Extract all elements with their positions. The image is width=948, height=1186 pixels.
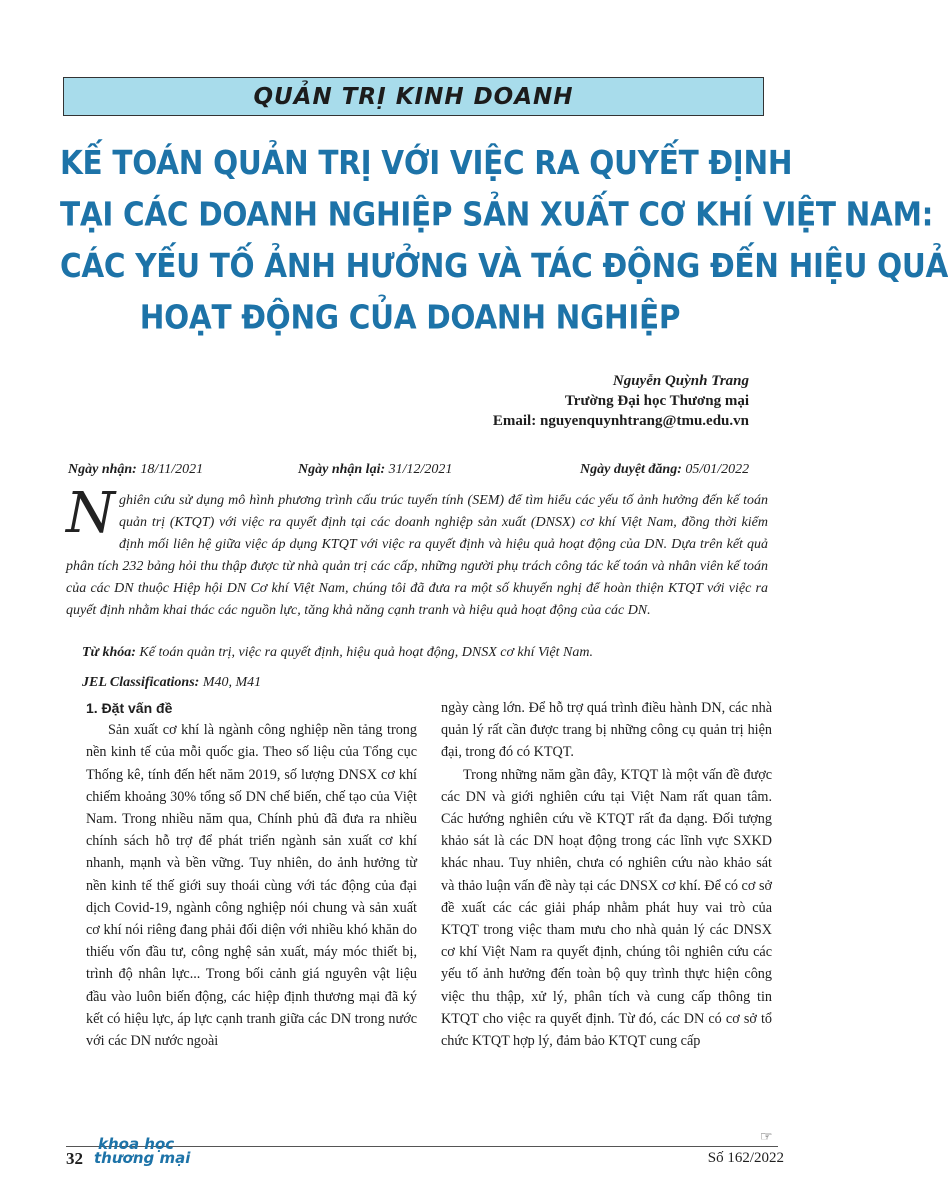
author-name: Nguyễn Quỳnh Trang	[612, 373, 749, 389]
section-banner	[63, 77, 764, 116]
continue-arrow-icon: ☞	[760, 1130, 773, 1145]
keywords	[82, 645, 772, 661]
title-line: CÁC YẾU TỐ ẢNH HƯỞNG VÀ TÁC ĐỘNG ĐẾN HIỆU QUẢ	[60, 246, 948, 285]
issue-number: Số 162/2022	[707, 1150, 784, 1166]
paragraph: Trong những năm gần đây, KTQT là một vấn đề được các DN và giới nghiên cứu tại Việt Nam rất quan tâm. Các hướng nghiên cứu về KTQT rất đa dạng. Đối tượng khảo sát là các DN hoạt động trong các lĩnh vực SXKD khác nhau. Tuy nhiên, chưa có nghiên cứu nào khảo sát và thảo luận vấn đề này tại các DNSX cơ khí. Để có cơ sở đề xuất các các giải pháp nhằm phát huy vai trò của KTQT trong việc tham mưu cho nhà quản lý các DNSX cơ khí Việt Nam ra quyết định, chúng tôi nghiên cứu các yếu tố ảnh hưởng đến toàn bộ quy trình thực hiện công việc thu thập, xử lý, phân tích và cung cấp thông tin KTQT cho việc ra quyết định. Từ đó, các DN có cơ sở tổ chức KTQT hợp lý, đảm bảo KTQT cung cấp	[441, 766, 772, 1050]
logo-line: thương mại	[94, 1149, 191, 1167]
abstract	[66, 481, 768, 622]
approved-date: Ngày duyệt đăng: 05/01/2022	[580, 462, 750, 477]
keywords-text: Kế toán quản trị, việc ra quyết định, hiệu quả hoạt động, DNSX cơ khí Việt Nam.	[139, 645, 593, 660]
body-column-left	[86, 697, 417, 1052]
journal-logo	[94, 1137, 190, 1165]
keywords-label: Từ khóa:	[82, 645, 136, 660]
author-block	[493, 371, 749, 431]
paragraph: ngày càng lớn. Để hỗ trợ quá trình điều hành DN, các nhà quản lý rất cần được trang bị những công cụ quản trị hiện đại, trong đó có KTQT.	[441, 700, 772, 761]
logo-line: khoa học	[98, 1135, 175, 1153]
author-email: Email: nguyenquynhtrang@tmu.edu.vn	[492, 413, 749, 429]
revised-date: Ngày nhận lại: 31/12/2021	[298, 462, 453, 477]
received-date: Ngày nhận: 18/11/2021	[68, 462, 204, 477]
jel-codes: M40, M41	[202, 675, 262, 690]
dropcap: N	[66, 481, 115, 546]
title-line: TẠI CÁC DOANH NGHIỆP SẢN XUẤT CƠ KHÍ VIỆT NAM:	[60, 195, 934, 234]
author-affiliation: Trường Đại học Thương mại	[564, 393, 749, 409]
jel-label: JEL Classifications:	[82, 675, 200, 690]
title-line: KẾ TOÁN QUẢN TRỊ VỚI VIỆC RA QUYẾT ĐỊNH	[60, 143, 793, 182]
body-column-right	[441, 697, 772, 1052]
title-line: HOẠT ĐỘNG CỦA DOANH NGHIỆP	[139, 298, 681, 337]
page-number: 32	[66, 1149, 83, 1168]
section-heading: 1. Đặt vấn đề	[86, 700, 173, 716]
paragraph: Sản xuất cơ khí là ngành công nghiệp nền tảng trong nền kinh tế của mỗi quốc gia. Theo số liệu của Tổng cục Thống kê, tính đến hết năm 2019, số lượng DNSX cơ khí chiếm khoảng 30% tổng số DN chế biến, chế tạo của Việt Nam. Trong nhiều năm qua, Chính phủ đã đưa ra nhiều chính sách hỗ trợ để phát triển ngành sản xuất cơ khí nhanh, mạnh và bền vững. Tuy nhiên, do ảnh hưởng từ nền kinh tế thế giới suy thoái cùng với tác động của đại dịch Covid-19, ngành công nghiệp nói chung và sản xuất cơ khí nói riêng đang phải đối diện với nhiều khó khăn do thiếu vốn đầu tư, công nghệ sản xuất, máy móc thiết bị, trình độ nhân lực... Trong bối cảnh giá nguyên vật liệu đầu vào luôn biến động, các hiệp định thương mại đã ký kết có hiệu lực, áp lực cạnh tranh giữa các DN trong nước với các DN nước ngoài	[86, 722, 417, 1050]
abstract-text: ghiên cứu sử dụng mô hình phương trình cấu trúc tuyến tính (SEM) để tìm hiểu các yếu tố ảnh hưởng đến kế toán quản trị (KTQT) với việc ra quyết định tại các doanh nghiệp sản xuất (DNSX) cơ khí Việt Nam, đồng thời kiểm định mối liên hệ giữa việc áp dụng KTQT với việc ra quyết định và hiệu quả hoạt động của DN. Dựa trên kết quả phân tích 232 bảng hỏi thu thập được từ nhà quản trị các cấp, những người phụ trách công tác kế toán và nhân viên kế toán của các DN thuộc Hiệp hội DN Cơ khí Việt Nam, chúng tôi đã đưa ra một số khuyến nghị để hoàn thiện KTQT với việc ra quyết định nhằm khai thác các nguồn lực, tăng khả năng cạnh tranh và hiệu quả hoạt động của các DN.	[66, 493, 768, 618]
section-label: QUẢN TRỊ KINH DOANH	[253, 83, 574, 110]
article-title	[60, 137, 948, 343]
jel-classifications	[82, 675, 261, 691]
